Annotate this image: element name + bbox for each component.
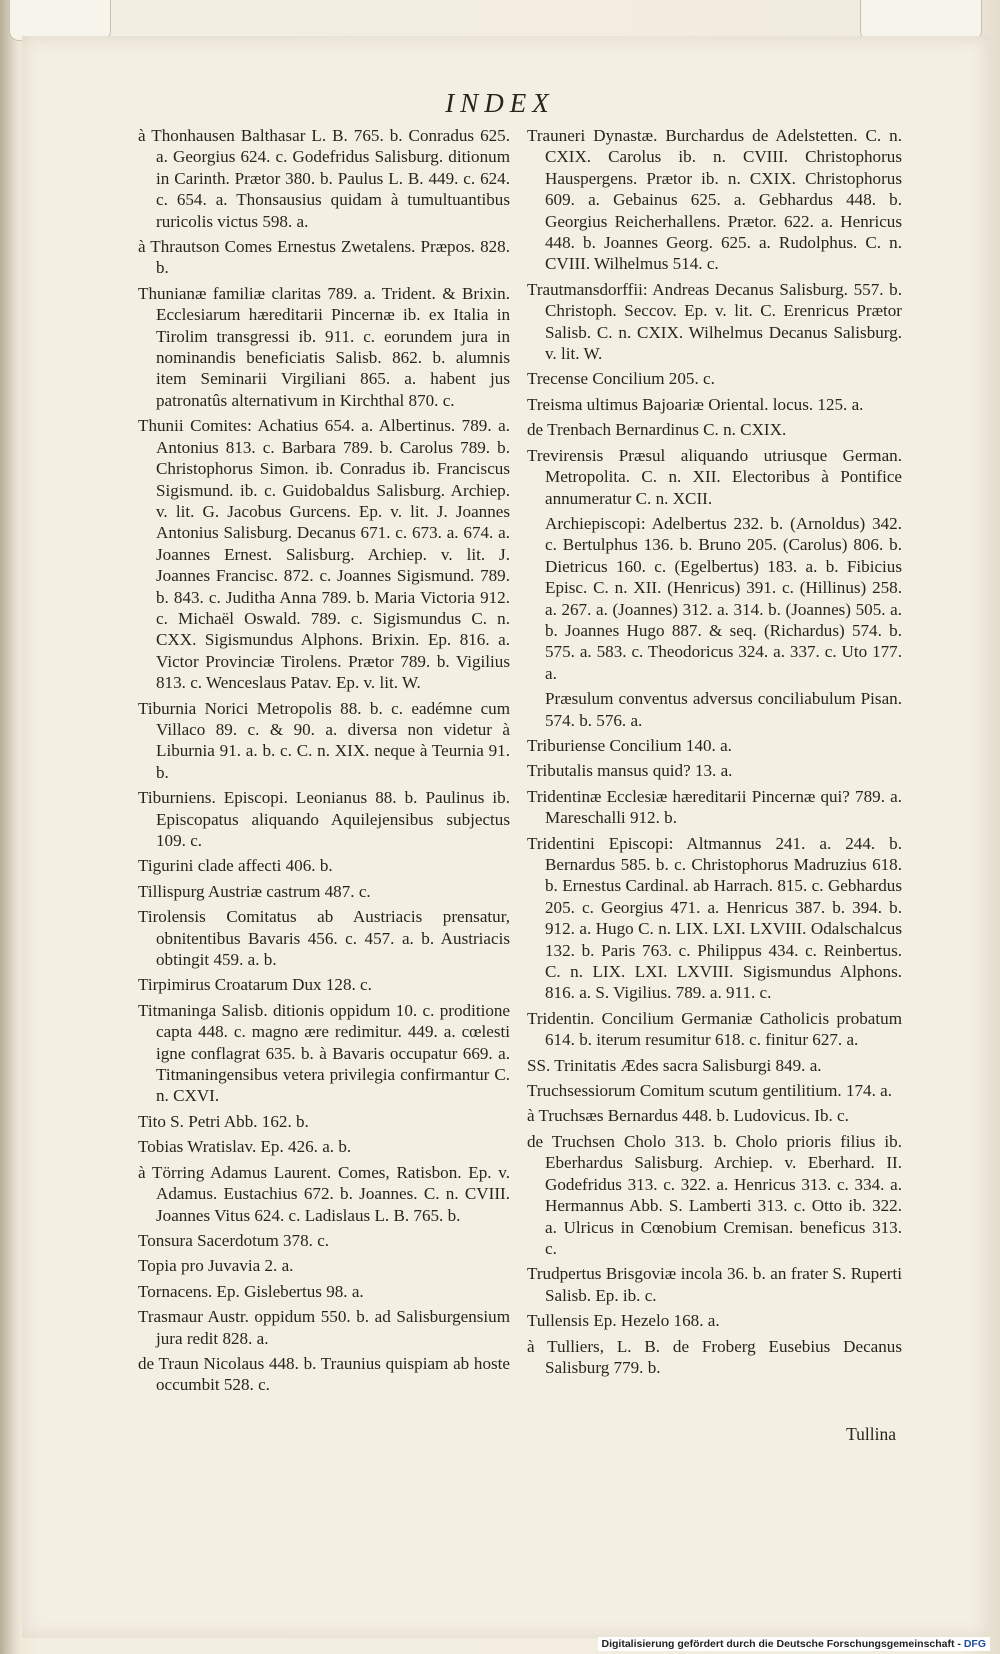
- index-entry: Tornacens. Ep. Gislebertus 98. a.: [138, 1281, 364, 1301]
- index-column-left: [138, 125, 510, 1400]
- index-entry: à Tulliers, L. B. de Froberg Eusebius Decanus Salisburg 779. b.: [527, 1336, 902, 1377]
- index-entry: Tridentin. Concilium Germaniæ Catholicis probatum 614. b. iterum resumitur 618. c. finitur 627. a.: [527, 1008, 902, 1050]
- book-spine: [0, 0, 22, 1654]
- index-entry: Tonsura Sacerdotum 378. c.: [138, 1230, 330, 1250]
- page-tab-left: [9, 0, 111, 41]
- index-entry: à Törring Adamus Laurent. Comes, Ratisbon. Ep. v. Adamus. Eustachius 672. b. Joannes. C. n. CVIII. Joannes Vitus 624. c. Ladislaus L. B. 765. b.: [138, 1162, 510, 1225]
- index-entry: de Truchsen Cholo 313. b. Cholo prioris filius ib. Eberhardus Salisburg. Archiep. v. Eberhard. II. Godefridus 313. c. 322. a. Henricus 313. c. 334. a. Hermannus Abb. S. Lamberti 313. c. Otto ib. 322. a. Ulricus in Cœnobium Cremisan. beneficus 313. c.: [527, 1131, 902, 1258]
- credit-text: Digitalisierung gefördert durch die Deutsche Forschungsgemeinschaft -: [601, 1638, 961, 1650]
- index-entry: à Truchsæs Bernardus 448. b. Ludovicus. Ib. c.: [527, 1106, 849, 1126]
- index-subentry: Archiepiscopi: Adelbertus 232. b. (Arnoldus) 342. c. Bertulphus 136. b. Bruno 205. (Carolus) 806. b. Dietricus 160. c. (Egelbertus) 183. a. b. Fibicius Episc. C. n. XII. (Henricus) 391. c. (Hillinus) 258. a. 267. a. (Joannes) 312. a. 314. b. (Joannes) 505. a. b. Joannes Hugo 887. & seq. (Richardus) 574. b. 575. a. 583. c. Theodoricus 324. a. 337. c. Uto 177. a.: [545, 513, 902, 683]
- index-entry: à Thonhausen Balthasar L. B. 765. b. Conradus 625. a. Georgius 624. c. Godefridus Salisburg. ditionum in Carinth. Prætor 380. b. Paulus L. B. 449. c. 624. c. 654. a. Thonsausius quidam à tumultuantibus ruricolis victus 598. a.: [138, 126, 510, 231]
- dfg-logo: DFG: [963, 1638, 986, 1650]
- index-entry: Trautmansdorffii: Andreas Decanus Salisburg. 557. b. Christoph. Seccov. Ep. v. lit. C. Erenricus Prætor Salisb. C. n. CXIX. Wilhelmus Decanus Salisburg. v. lit. W.: [527, 279, 902, 364]
- index-entry: Treisma ultimus Bajoariæ Oriental. locus. 125. a.: [527, 394, 864, 414]
- index-entry: Tiburnia Norici Metropolis 88. b. c. eadémne cum Villaco 89. c. & 90. a. diversa non videtur à Liburnia 91. a. b. c. C. n. XIX. neque à Teurnia 91. b.: [138, 698, 510, 782]
- index-entry: Truchsessiorum Comitum scutum gentilitium. 174. a.: [527, 1081, 892, 1101]
- index-entry: Tirolensis Comitatus ab Austriacis prensatur, obnitentibus Bavaris 456. c. 457. a. b. Austriacis obtingit 459. a. b.: [138, 907, 510, 970]
- index-entry: Thunianæ familiæ claritas 789. a. Trident. & Brixin. Ecclesiarum hæreditarii Pincernæ ib. ex Italia in Tirolim transgressi ib. 911. c. eorundem jura in nominandis beneficiatis Salisb. 862. b. alumnis item Seminarii Virgiliani 865. a. habent jus patronatûs alternativum in Kirchthal 870. c.: [138, 283, 510, 410]
- digitization-credit: [598, 1637, 990, 1651]
- index-entry: Trauneri Dynastæ. Burchardus de Adelstetten. C. n. CXIX. Carolus ib. n. CVIII. Christophorus Hauspergens. Prætor ib. n. CXIX. Christophorus 609. a. Gebainus 625. a. Gebhardus 448. b. Georgius Reicherhallens. Prætor. 622. a. Henricus 448. b. Joannes Georg. 625. a. Rudolphus. C. n. CVIII. Wilhelmus 514. c.: [527, 126, 902, 274]
- index-entry: Trecense Concilium 205. c.: [527, 369, 715, 389]
- index-subentry: Præsulum conventus adversus conciliabulum Pisan. 574. b. 576. a.: [545, 689, 902, 730]
- index-entry: Tributalis mansus quid? 13. a.: [527, 761, 733, 781]
- index-entry: Tillispurg Austriæ castrum 487. c.: [138, 881, 371, 901]
- index-entry: Tiburniens. Episcopi. Leonianus 88. b. Paulinus ib. Episcopatus aliquando Aquilejensibus subjectus 109. c.: [138, 788, 510, 850]
- index-entry: Trudpertus Brisgoviæ incola 36. b. an frater S. Ruperti Salisb. Ep. ib. c.: [527, 1264, 902, 1305]
- index-entry: Trasmaur Austr. oppidum 550. b. ad Salisburgensium jura redit 828. a.: [138, 1307, 510, 1348]
- index-entry: Tigurini clade affecti 406. b.: [138, 856, 333, 876]
- index-entry: Thunii Comites: Achatius 654. a. Albertinus. 789. a. Antonius 813. c. Barbara 789. b. Carolus 789. b. Christophorus Simon. ib. Conradus ib. Franciscus Sigismund. ib. c. Guidobaldus Salisburg. Archiep. v. lit. G. Jacobus Gurcens. Ep. v. lit. J. Joannes Antonius Salisburg. Decanus 671. c. 673. a. 674. a. Joannes Ernest. Salisburg. Archiep. v. lit. J. Joannes Francisc. 872. c. Joannes Sigismund. 789. b. 843. c. Juditha Anna 789. b. Maria Victoria 912. c. Michaël Oswald. 789. c. Sigismundus C. n. CXX. Sigismundus Alphons. Brixin. Ep. 816. a. Victor Provinciæ Tirolens. Prætor 789. b. Vigilius 813. c. Wenceslaus Patav. Ep. v. lit. W.: [138, 416, 510, 693]
- index-entry: de Traun Nicolaus 448. b. Traunius quispiam ab hoste occumbit 528. c.: [138, 1353, 510, 1395]
- index-entry: de Trenbach Bernardinus C. n. CXIX.: [527, 420, 787, 440]
- index-entry: Tullensis Ep. Hezelo 168. a.: [527, 1311, 720, 1331]
- index-entry: Triburiense Concilium 140. a.: [527, 735, 732, 755]
- index-entry: Tridentinæ Ecclesiæ hæreditarii Pincernæ qui? 789. a. Mareschalli 912. b.: [527, 786, 902, 828]
- index-entry: Topia pro Juvavia 2. a.: [138, 1256, 294, 1276]
- catchword: Tullina: [846, 1424, 896, 1444]
- index-entry: Trevirensis Præsul aliquando utriusque German. Metropolita. C. n. XII. Electoribus à Pontifice annumeratur C. n. XCII.: [527, 445, 902, 508]
- index-entry: Tridentini Episcopi: Altmannus 241. a. 244. b. Bernardus 585. b. c. Christophorus Madruzius 618. b. Ernestus Cardinal. ab Harrach. 815. c. Gebhardus 205. c. Georgius 471. a. Henricus 387. b. 394. b. 912. a. Hugo C. n. LIX. LXI. LXVIII. Odalschalcus 132. b. Paris 763. c. Philippus 434. c. Reinbertus. C. n. LIX. LXI. LXVIII. Sigismundus Alphons. 816. a. S. Vigilius. 789. a. 911. c.: [527, 833, 902, 1003]
- page-title: INDEX: [445, 88, 555, 118]
- index-entry: à Thrautson Comes Ernestus Zwetalens. Præpos. 828. b.: [138, 237, 510, 278]
- index-entry: Titmaninga Salisb. ditionis oppidum 10. c. proditione capta 448. c. magno ære redimitur. 449. a. cœlesti igne conflagrat 635. b. à Bavaris occupatur 669. a. Titmaningensibus vetera privilegia confirmantur C. n. CXVI.: [138, 1000, 510, 1106]
- page-tab-right: [860, 0, 982, 41]
- index-entry: Tobias Wratislav. Ep. 426. a. b.: [138, 1137, 352, 1157]
- index-entry: Tirpimirus Croatarum Dux 128. c.: [138, 975, 372, 995]
- index-entry: SS. Trinitatis Ædes sacra Salisburgi 849. a.: [527, 1055, 822, 1075]
- index-column-right: [527, 125, 902, 1382]
- index-entry: Tito S. Petri Abb. 162. b.: [138, 1111, 309, 1131]
